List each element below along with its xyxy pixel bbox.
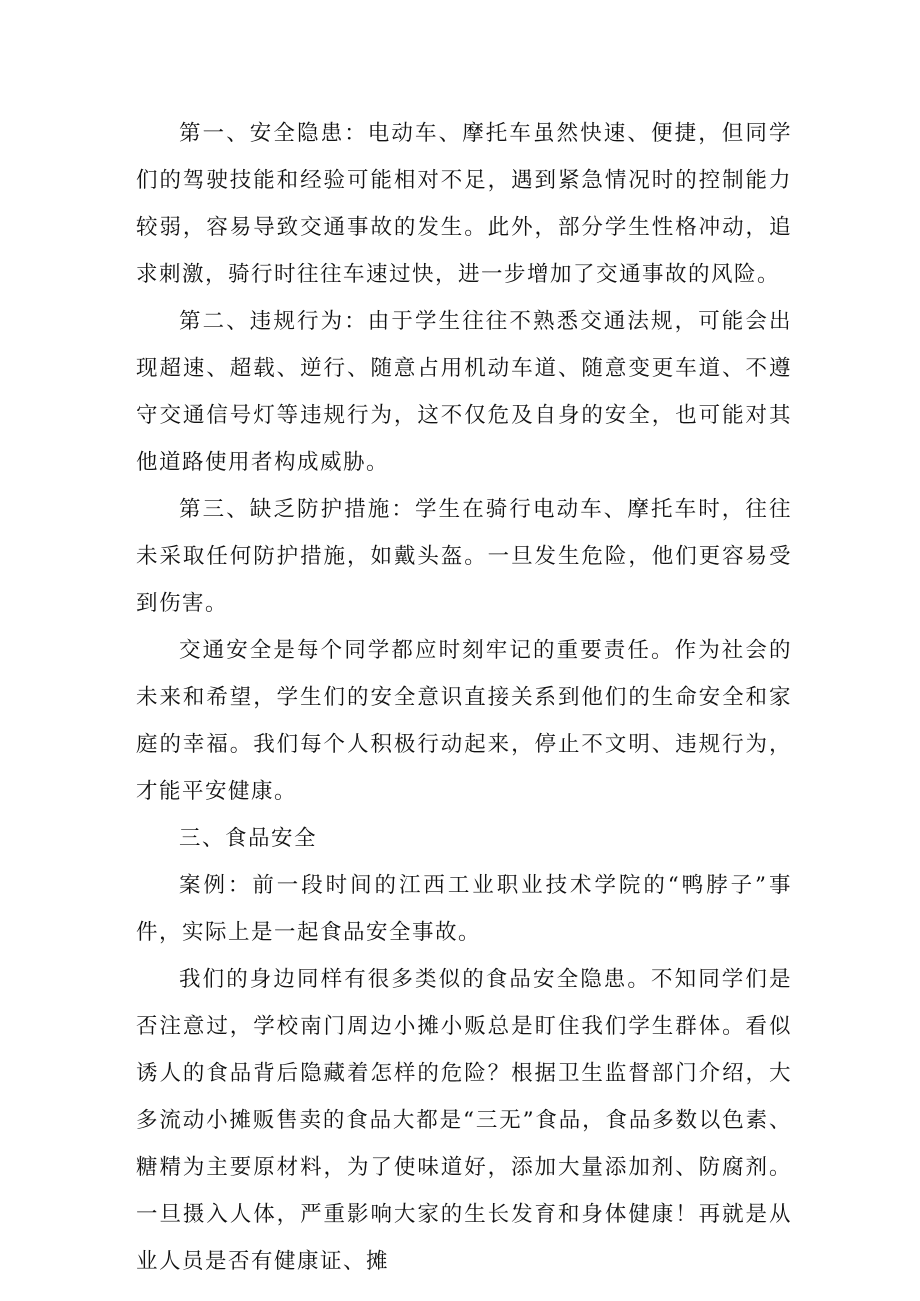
paragraph-case: 案例：前一段时间的江西工业职业技术学院的“鸭脖子”事件，实际上是一起食品安全事故。	[136, 873, 792, 945]
document-body	[136, 110, 792, 1285]
paragraph-traffic-responsibility: 交通安全是每个同学都应时刻牢记的重要责任。作为社会的未来和希望，学生们的安全意识直接关系到他们的生命安全和家庭的幸福。我们每个人积极行动起来，停止不文明、违规行为，才能平安健康。	[136, 638, 792, 804]
paragraph-protection: 第三、缺乏防护措施：学生在骑行电动车、摩托车时，往往未采取任何防护措施，如戴头盔。一旦发生危险，他们更容易受到伤害。	[136, 497, 792, 616]
section-heading-food-safety: 三、食品安全	[179, 826, 318, 851]
paragraph-food-hazards: 我们的身边同样有很多类似的食品安全隐患。不知同学们是否注意过，学校南门周边小摊小贩总是盯住我们学生群体。看似诱人的食品背后隐藏着怎样的危险？根据卫生监督部门介绍，大多流动小摊贩售卖的食品大都是“三无”食品，食品多数以色素、糖精为主要原材料，为了使味道好，添加大量添加剂、防腐剂。一旦摄入人体，严重影响大家的生长发育和身体健康！再就是从业人员是否有健康证、摊	[136, 967, 792, 1274]
paragraph-safety-hazards: 第一、安全隐患：电动车、摩托车虽然快速、便捷，但同学们的驾驶技能和经验可能相对不足，遇到紧急情况时的控制能力较弱，容易导致交通事故的发生。此外，部分学生性格冲动，追求刺激，骑行时往往车速过快，进一步增加了交通事故的风险。	[136, 121, 792, 287]
paragraph-violations: 第二、违规行为：由于学生往往不熟悉交通法规，可能会出现超速、超载、逆行、随意占用机动车道、随意变更车道、不遵守交通信号灯等违规行为，这不仅危及自身的安全，也可能对其他道路使用者构成威胁。	[136, 309, 792, 475]
